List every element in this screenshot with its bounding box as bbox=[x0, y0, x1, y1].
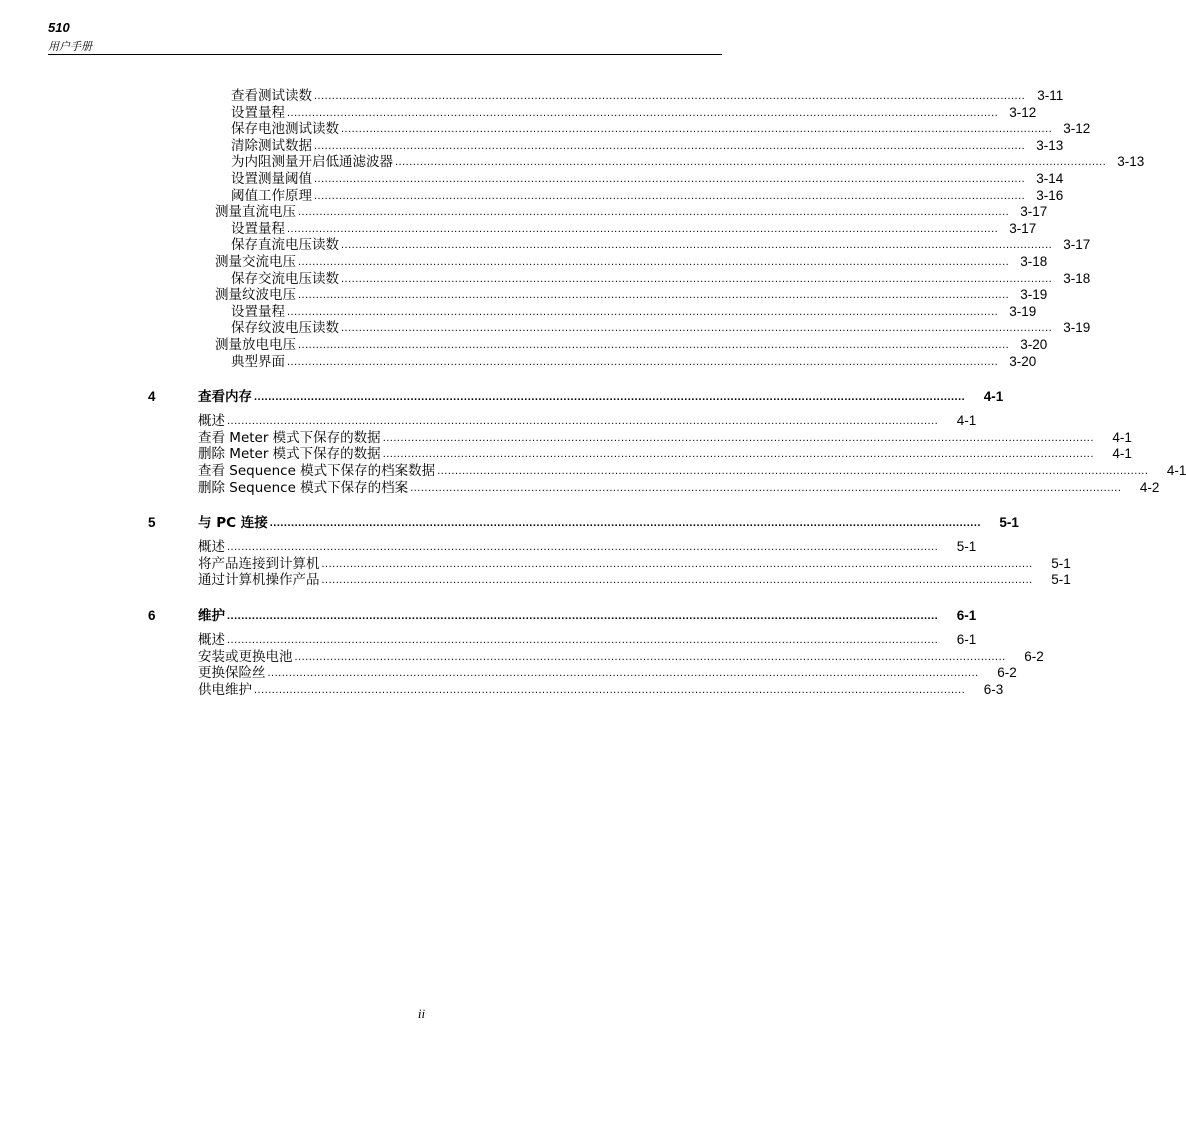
toc-entry-row[interactable] bbox=[231, 220, 1037, 237]
toc-page-number: 3-14 bbox=[1036, 171, 1064, 186]
toc-entry-title: 维护 bbox=[198, 608, 225, 624]
toc-entry-title: 为内阻测量开启低通滤波器 bbox=[231, 154, 393, 171]
toc-page-number: 3-17 bbox=[1063, 237, 1091, 253]
toc-leader-dots: ........................................................................................................................................................................................................ bbox=[227, 415, 939, 428]
toc-entry-title: 将产品连接到计算机 bbox=[198, 555, 320, 572]
toc-leader-dots: ........................................................................................................................................................................................................ bbox=[341, 272, 1053, 285]
toc-page-number: 4-1 bbox=[983, 389, 1004, 405]
toc-leader-dots: ........................................................................................................................................................................................................ bbox=[382, 431, 1094, 444]
toc-entry-title: 测量放电电压 bbox=[215, 337, 296, 353]
toc-leader-dots: ........................................................................................................................................................................................................ bbox=[287, 305, 999, 318]
toc-entry-row[interactable] bbox=[231, 137, 1064, 154]
toc-entry-title: 概述 bbox=[198, 413, 225, 430]
toc-leader-dots: ........................................................................................................................................................................................................ bbox=[298, 339, 1010, 351]
toc-page-number: 6-2 bbox=[1024, 648, 1044, 664]
toc-entry-title: 通过计算机操作产品 bbox=[198, 572, 320, 589]
toc-page-number: 3-11 bbox=[1037, 88, 1064, 103]
toc-page-number: 6-1 bbox=[956, 608, 977, 623]
toc-entry-row[interactable] bbox=[198, 665, 1017, 682]
toc-entry-title: 清除测试数据 bbox=[231, 137, 312, 154]
toc-entry-row[interactable] bbox=[198, 648, 1044, 665]
toc-leader-dots: ........................................................................................................................................................................................................ bbox=[321, 557, 1033, 570]
toc-leader-dots: ........................................................................................................................................................................................................ bbox=[314, 139, 1026, 152]
toc-page-number: 6-1 bbox=[956, 632, 977, 647]
toc-entry-row[interactable] bbox=[198, 429, 1132, 446]
toc-entry-title: 测量纹波电压 bbox=[215, 287, 296, 304]
toc-leader-dots: ........................................................................................................................................................................................................ bbox=[298, 256, 1010, 268]
toc-leader-dots: ........................................................................................................................................................................................................ bbox=[298, 289, 1010, 302]
toc-entry-row[interactable] bbox=[198, 555, 1071, 572]
toc-leader-dots: ........................................................................................................................................................................................................ bbox=[314, 90, 1026, 102]
toc-entry-title: 测量直流电压 bbox=[215, 204, 296, 221]
page-number: ii bbox=[417, 1006, 426, 1021]
toc-entry-title: 删除 Sequence 模式下保存的档案 bbox=[198, 479, 409, 496]
toc-chapter-row[interactable] bbox=[198, 515, 1019, 532]
toc-leader-dots: ........................................................................................................................................................................................................ bbox=[410, 481, 1122, 494]
toc-leader-dots: ........................................................................................................................................................................................................ bbox=[227, 541, 939, 554]
toc-leader-dots: ........................................................................................................................................................................................................ bbox=[341, 322, 1053, 335]
toc-entry-title: 设置量程 bbox=[231, 303, 285, 320]
toc-entry-row[interactable] bbox=[215, 337, 1048, 353]
toc-leader-dots: ........................................................................................................................................................................................................ bbox=[267, 667, 979, 680]
toc-page-number: 3-13 bbox=[1036, 137, 1064, 153]
toc-chapter-number: 4 bbox=[148, 389, 156, 405]
toc-entry-title: 查看测试读数 bbox=[231, 88, 312, 104]
toc-leader-dots: ........................................................................................................................................................................................................ bbox=[395, 156, 1107, 169]
toc-chapter-number: 5 bbox=[148, 515, 156, 531]
toc-entry-row[interactable] bbox=[198, 463, 1186, 479]
toc-leader-dots: ........................................................................................................................................................................................................ bbox=[298, 206, 1010, 219]
toc-entry-row[interactable] bbox=[198, 539, 977, 556]
toc-page-number: 3-17 bbox=[1009, 220, 1037, 236]
toc-entry-title: 安装或更换电池 bbox=[198, 648, 293, 665]
toc-entry-title: 查看 Meter 模式下保存的数据 bbox=[198, 429, 381, 446]
toc-page-number: 4-1 bbox=[1112, 429, 1132, 445]
toc-entry-title: 概述 bbox=[198, 632, 225, 648]
toc-entry-title: 保存直流电压读数 bbox=[231, 237, 339, 254]
toc-leader-dots: ........................................................................................................................................................................................................ bbox=[321, 574, 1033, 587]
toc-entry-row[interactable] bbox=[198, 479, 1160, 496]
toc-entry-row[interactable] bbox=[231, 270, 1091, 287]
toc-entry-title: 设置量程 bbox=[231, 220, 285, 237]
toc-page-number: 6-2 bbox=[997, 665, 1017, 681]
header-divider bbox=[48, 54, 722, 55]
manual-title: 用户手册 bbox=[48, 40, 92, 53]
toc-page-number: 5-1 bbox=[999, 515, 1019, 531]
toc-page-number: 5-1 bbox=[956, 539, 977, 555]
toc-page-number: 3-12 bbox=[1009, 104, 1037, 120]
toc-leader-dots: ........................................................................................................................................................................................................ bbox=[269, 517, 981, 530]
toc-leader-dots: ........................................................................................................................................................................................................ bbox=[314, 189, 1026, 202]
toc-chapter-row[interactable] bbox=[198, 389, 1004, 406]
toc-page-number: 3-13 bbox=[1117, 154, 1145, 170]
toc-entry-row[interactable] bbox=[231, 237, 1091, 254]
toc-page-number: 3-17 bbox=[1020, 204, 1048, 220]
toc-entry-row[interactable] bbox=[231, 121, 1091, 138]
toc-entry-row[interactable] bbox=[231, 104, 1037, 121]
toc-entry-title: 与 PC 连接 bbox=[198, 515, 268, 532]
toc-page-number: 5-1 bbox=[1051, 572, 1071, 588]
toc-leader-dots: ........................................................................................................................................................................................................ bbox=[341, 239, 1053, 252]
toc-entry-row[interactable] bbox=[198, 632, 977, 648]
toc-leader-dots: ........................................................................................................................................................................................................ bbox=[227, 634, 939, 646]
toc-entry-title: 查看内存 bbox=[198, 389, 252, 406]
toc-entry-row[interactable] bbox=[215, 254, 1048, 270]
toc-entry-row[interactable] bbox=[231, 353, 1037, 370]
toc-page-number: 4-1 bbox=[956, 413, 977, 429]
toc-leader-dots: ........................................................................................................................................................................................................ bbox=[437, 465, 1149, 477]
toc-entry-row[interactable] bbox=[231, 154, 1145, 171]
toc-page-number: 6-3 bbox=[983, 681, 1004, 697]
toc-leader-dots: ........................................................................................................................................................................................................ bbox=[382, 448, 1094, 461]
toc-leader-dots: ........................................................................................................................................................................................................ bbox=[287, 222, 999, 235]
toc-entry-title: 查看 Sequence 模式下保存的档案数据 bbox=[198, 463, 436, 479]
toc-leader-dots: ........................................................................................................................................................................................................ bbox=[287, 106, 999, 119]
toc-page-number: 3-19 bbox=[1063, 320, 1091, 336]
toc-entry-row[interactable] bbox=[215, 204, 1048, 221]
toc-entry-row[interactable] bbox=[231, 171, 1064, 187]
toc-page-number: 3-18 bbox=[1063, 270, 1091, 286]
toc-entry-title: 设置测量阈值 bbox=[231, 171, 312, 187]
toc-entry-row[interactable] bbox=[198, 681, 1004, 698]
toc-page-number: 3-19 bbox=[1020, 287, 1048, 303]
toc-page-number: 3-16 bbox=[1036, 187, 1064, 203]
toc-leader-dots: ........................................................................................................................................................................................................ bbox=[254, 391, 966, 404]
toc-page-number: 3-20 bbox=[1009, 353, 1037, 369]
toc-leader-dots: ........................................................................................................................................................................................................ bbox=[227, 610, 939, 622]
toc-entry-title: 删除 Meter 模式下保存的数据 bbox=[198, 446, 381, 463]
toc-leader-dots: ........................................................................................................................................................................................................ bbox=[254, 683, 966, 696]
toc-entry-title: 更换保险丝 bbox=[198, 665, 266, 682]
toc-entry-title: 保存纹波电压读数 bbox=[231, 320, 339, 337]
toc-entry-row[interactable] bbox=[198, 572, 1071, 589]
toc-entry-title: 保存电池测试读数 bbox=[231, 121, 339, 138]
toc-entry-row[interactable] bbox=[198, 446, 1132, 463]
toc-entry-row[interactable] bbox=[231, 88, 1064, 104]
toc-page-number: 3-12 bbox=[1063, 121, 1091, 137]
toc-entry-title: 保存交流电压读数 bbox=[231, 270, 339, 287]
toc-page-number: 5-1 bbox=[1051, 555, 1071, 571]
toc-entry-row[interactable] bbox=[231, 320, 1091, 337]
toc-page-number: 4-1 bbox=[1166, 463, 1186, 478]
model-number: 510 bbox=[48, 20, 70, 35]
toc-entry-row[interactable] bbox=[215, 287, 1048, 304]
toc-leader-dots: ........................................................................................................................................................................................................ bbox=[341, 123, 1053, 136]
toc-page-number: 3-20 bbox=[1020, 337, 1048, 352]
toc-entry-row[interactable] bbox=[198, 413, 977, 430]
toc-leader-dots: ........................................................................................................................................................................................................ bbox=[314, 173, 1026, 185]
toc-entry-title: 测量交流电压 bbox=[215, 254, 296, 270]
toc-entry-title: 供电维护 bbox=[198, 681, 252, 698]
toc-entry-title: 典型界面 bbox=[231, 353, 285, 370]
toc-entry-title: 阈值工作原理 bbox=[231, 187, 312, 204]
toc-page-number: 3-19 bbox=[1009, 303, 1037, 319]
toc-leader-dots: ........................................................................................................................................................................................................ bbox=[287, 355, 999, 368]
toc-entry-row[interactable] bbox=[231, 303, 1037, 320]
toc-page-number: 4-1 bbox=[1112, 446, 1132, 462]
toc-entry-row[interactable] bbox=[231, 187, 1064, 204]
toc-chapter-number: 6 bbox=[148, 608, 156, 623]
toc-page-number: 4-2 bbox=[1139, 479, 1160, 495]
toc-page-number: 3-18 bbox=[1020, 254, 1048, 269]
toc-leader-dots: ........................................................................................................................................................................................................ bbox=[294, 650, 1006, 663]
toc-chapter-row[interactable] bbox=[198, 608, 977, 624]
toc-entry-title: 概述 bbox=[198, 539, 225, 556]
toc-entry-title: 设置量程 bbox=[231, 104, 285, 121]
